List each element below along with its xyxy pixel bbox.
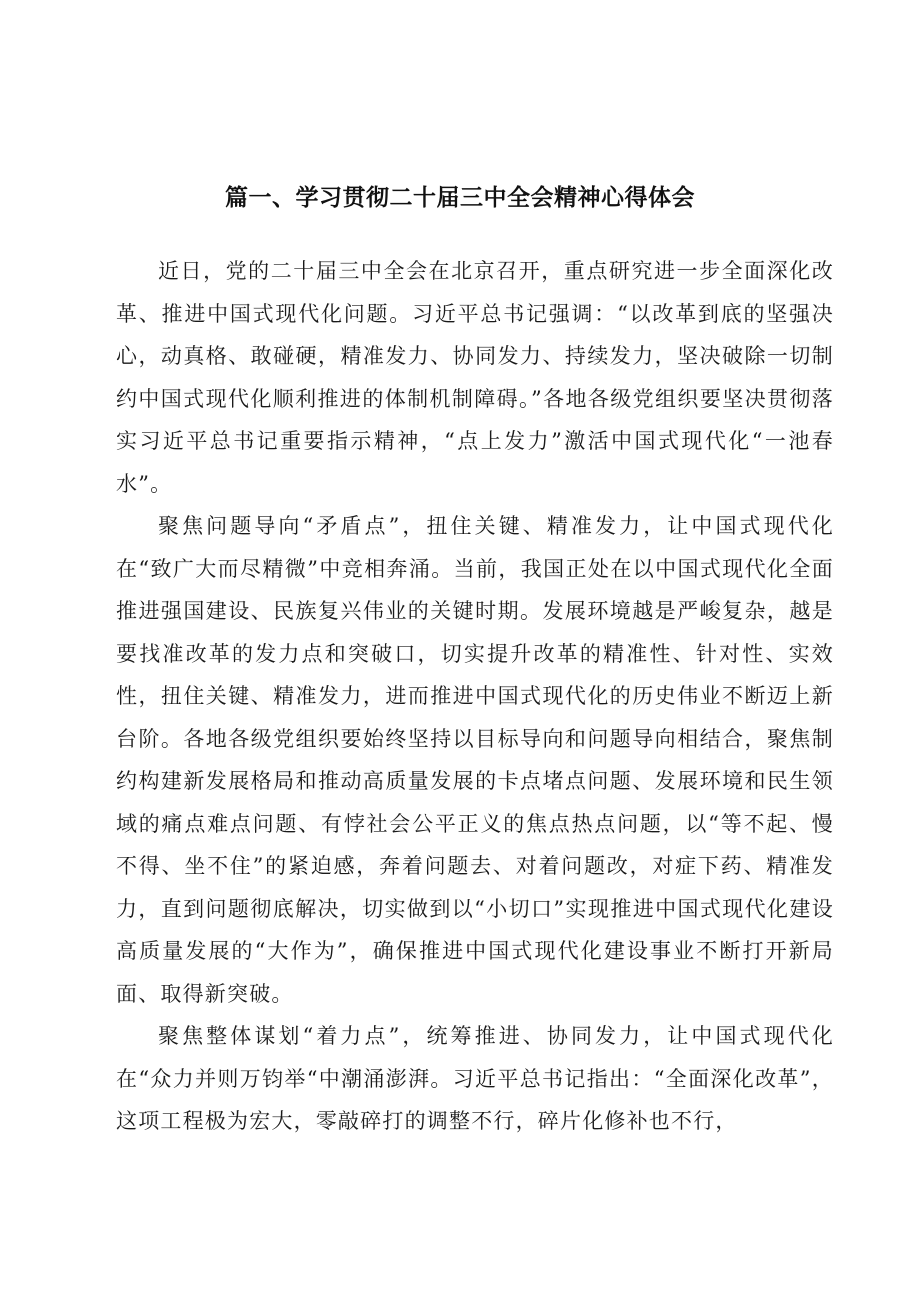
paragraph-2: 聚焦问题导向“矛盾点”，扭住关键、精准发力，让中国式现代化在“致广大而尽精微”中竞相奔涌。当前，我国正处在以中国式现代化全面推进强国建设、民族复兴伟业的关键时期。发展环境越是严峻复杂，越是要找准改革的发力点和突破口，切实提升改革的精准性、针对性、实效性，扭住关键、精准发力，进而推进中国式现代化的历史伟业不断迈上新台阶。各地各级党组织要始终坚持以目标导向和问题导向相结合，聚焦制约构建新发展格局和推动高质量发展的卡点堵点问题、发展环境和民生领域的痛点难点问题、有悖社会公平正义的焦点热点问题，以“等不起、慢不得、坐不住”的紧迫感，奔着问题去、对着问题改，对症下药、精准发力，直到问题彻底解决，切实做到以“小切口”实现推进中国式现代化建设高质量发展的“大作为”，确保推进中国式现代化建设事业不断打开新局面、取得新突破。 xyxy=(116,514,834,1006)
paragraph-3: 聚焦整体谋划“着力点”，统筹推进、协同发力，让中国式现代化在“众力并则万钧举“中潮涌澎湃。习近平总书记指出：“全面深化改革”，这项工程极为宏大，零敲碎打的调整不行，碎片化修补也不行， xyxy=(116,1024,834,1133)
document-title: 篇一、学习贯彻二十届三中全会精神心得体会 xyxy=(225,185,695,212)
document-body xyxy=(116,250,834,1143)
paragraph-1: 近日，党的二十届三中全会在北京召开，重点研究进一步全面深化改革、推进中国式现代化问题。习近平总书记强调：“以改革到底的坚强决心，动真格、敢碰硬，精准发力、协同发力、持续发力，坚决破除一切制约中国式现代化顺利推进的体制机制障碍。”各地各级党组织要坚决贯彻落实习近平总书记重要指示精神，“点上发力”激活中国式现代化“一池春水”。 xyxy=(116,259,834,496)
